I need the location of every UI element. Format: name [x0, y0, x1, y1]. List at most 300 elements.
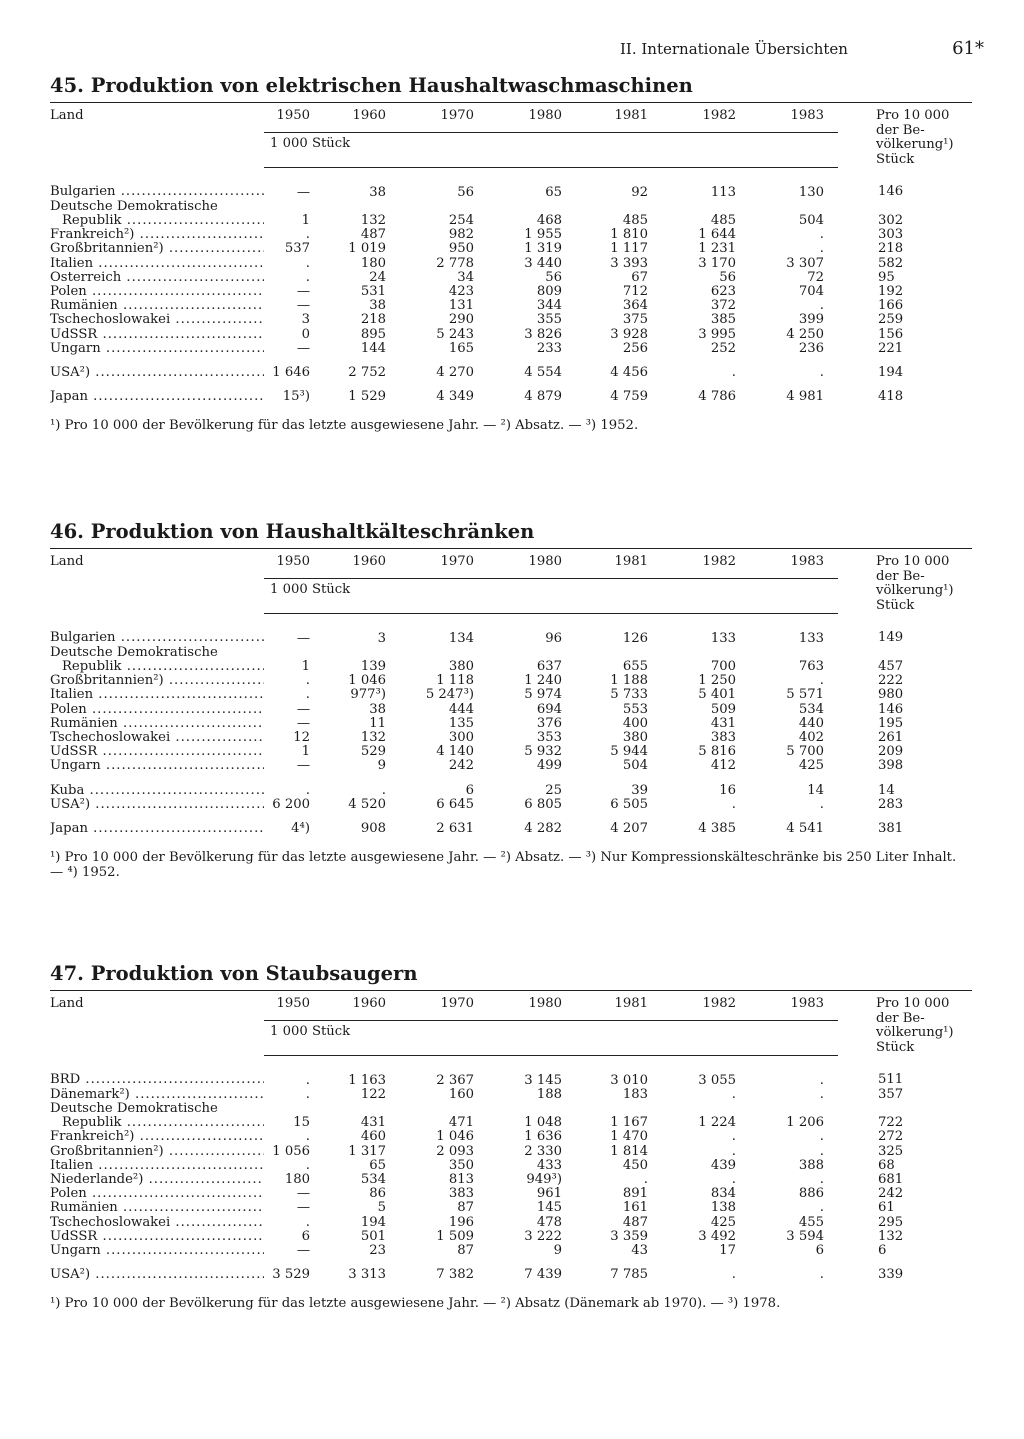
- value-cell: 126: [622, 630, 648, 646]
- value-cell: 1 188: [610, 673, 648, 689]
- value-cell: 344: [536, 298, 562, 314]
- value-cell: 138: [710, 1200, 736, 1216]
- value-cell: 9: [377, 758, 386, 774]
- value-cell: 431: [710, 715, 736, 731]
- value-cell: 135: [448, 715, 474, 731]
- value-cell: [400, 200, 488, 214]
- country-cell: [50, 731, 264, 745]
- data-table: [50, 102, 972, 404]
- column-header-land: Land: [50, 549, 264, 614]
- table-row: [50, 1116, 972, 1130]
- value-cell: —: [296, 1200, 310, 1216]
- value-cell: 38: [369, 701, 386, 717]
- country-cell: [50, 798, 264, 812]
- country-cell: [50, 1187, 264, 1201]
- value-cell: 6 200: [272, 796, 310, 812]
- table-row: [50, 380, 972, 404]
- value-cell: 722: [878, 1115, 904, 1131]
- value-cell: 1 810: [610, 227, 648, 243]
- per-capita-label-line: Pro 10 000: [876, 554, 950, 569]
- value-cell: 6: [301, 1228, 310, 1244]
- country-cell: [50, 342, 264, 356]
- value-cell: 15: [293, 1115, 310, 1131]
- country-name: Rumänien: [50, 1201, 118, 1216]
- country-cell: [50, 1173, 264, 1187]
- table-row: [50, 167, 972, 200]
- value-cell: 2 778: [436, 255, 474, 271]
- country-cell: [50, 1102, 264, 1116]
- value-cell: [316, 646, 400, 660]
- value-cell: [838, 200, 972, 214]
- column-header-year: 1960: [316, 103, 400, 133]
- country-cell: [50, 1159, 264, 1173]
- value-cell: 582: [878, 255, 904, 271]
- value-cell: .: [305, 227, 310, 243]
- value-cell: 4 270: [436, 364, 474, 380]
- value-cell: 300: [448, 729, 474, 745]
- value-cell: 3 826: [524, 326, 562, 342]
- value-cell: 3 359: [610, 1228, 648, 1244]
- value-cell: 14: [878, 782, 895, 798]
- value-cell: 439: [710, 1157, 736, 1173]
- per-capita-label-line: der Be-: [876, 568, 925, 584]
- column-header-year: 1982: [662, 103, 750, 133]
- country-cell: [50, 1130, 264, 1144]
- country-name: Ungarn: [50, 341, 101, 356]
- value-cell: 146: [878, 184, 904, 200]
- value-cell: 24: [369, 269, 386, 285]
- value-cell: —: [296, 701, 310, 717]
- value-cell: 3: [301, 312, 310, 328]
- value-cell: 133: [710, 630, 736, 646]
- value-cell: 450: [622, 1157, 648, 1173]
- value-cell: 12: [293, 729, 310, 745]
- value-cell: 5 247³): [425, 687, 474, 703]
- value-cell: 834: [710, 1186, 736, 1202]
- country-cell: [50, 717, 264, 731]
- value-cell: 14: [807, 782, 824, 798]
- value-cell: 3 145: [524, 1072, 562, 1088]
- value-cell: 4⁴): [291, 820, 310, 836]
- value-cell: 357: [878, 1086, 904, 1102]
- value-cell: 3 307: [786, 255, 824, 271]
- country-name: Ungarn: [50, 1243, 101, 1258]
- value-cell: 339: [878, 1267, 904, 1283]
- value-cell: 4 520: [348, 796, 386, 812]
- value-cell: .: [305, 269, 310, 285]
- country-cell: [50, 688, 264, 702]
- value-cell: 5 571: [786, 687, 824, 703]
- value-cell: 2 093: [436, 1143, 474, 1159]
- country-name: USA²): [50, 797, 91, 812]
- table-row: [50, 731, 972, 745]
- value-cell: 132: [878, 1228, 904, 1244]
- value-cell: 1: [301, 658, 310, 674]
- value-cell: 96: [545, 630, 562, 646]
- per-capita-label-line: Stück: [876, 1039, 915, 1055]
- value-cell: 11: [369, 715, 386, 731]
- value-cell: 553: [622, 701, 648, 717]
- column-header-year: 1983: [750, 549, 838, 579]
- table-title: 45. Produktion von elektrischen Haushaltwaschmaschinen: [50, 74, 693, 97]
- value-cell: —: [296, 630, 310, 646]
- value-cell: .: [305, 1157, 310, 1173]
- value-cell: 132: [360, 729, 386, 745]
- value-cell: 3 928: [610, 326, 648, 342]
- value-cell: 457: [878, 658, 904, 674]
- table-row: [50, 356, 972, 380]
- table-row: [50, 812, 972, 836]
- value-cell: 233: [536, 340, 562, 356]
- country-name: Deutsche Demokratische: [50, 199, 218, 214]
- value-cell: 886: [798, 1186, 824, 1202]
- value-cell: 283: [878, 796, 904, 812]
- table-row: [50, 342, 972, 356]
- value-cell: 6 505: [610, 796, 648, 812]
- country-cell: [50, 703, 264, 717]
- value-cell: .: [305, 1086, 310, 1102]
- value-cell: .: [819, 227, 824, 243]
- column-header-per-capita: [838, 991, 972, 1056]
- value-cell: 68: [878, 1157, 895, 1173]
- value-cell: [264, 200, 316, 214]
- table-row: [50, 674, 972, 688]
- value-cell: .: [731, 796, 736, 812]
- country-cell: [50, 167, 264, 200]
- value-cell: 499: [536, 758, 562, 774]
- value-cell: 350: [448, 1157, 474, 1173]
- value-cell: [576, 1102, 662, 1116]
- value-cell: 7 439: [524, 1267, 562, 1283]
- value-cell: 1 529: [348, 389, 386, 405]
- table-row: [50, 1230, 972, 1244]
- value-cell: 302: [878, 212, 904, 228]
- value-cell: 67: [631, 269, 648, 285]
- value-cell: 134: [448, 630, 474, 646]
- country-cell: [50, 1145, 264, 1159]
- value-cell: 166: [878, 298, 904, 314]
- value-cell: 5 944: [610, 744, 648, 760]
- country-cell: [50, 1116, 264, 1130]
- value-cell: 131: [448, 298, 474, 314]
- value-cell: .: [819, 298, 824, 314]
- value-cell: 87: [457, 1200, 474, 1216]
- country-name: Österreich: [50, 270, 122, 285]
- value-cell: 531: [360, 283, 386, 299]
- value-cell: [662, 200, 750, 214]
- column-header-land: Land: [50, 991, 264, 1056]
- value-cell: .: [819, 1171, 824, 1187]
- column-header-year: 1950: [264, 103, 316, 133]
- value-cell: .: [305, 673, 310, 689]
- value-cell: 977³): [350, 687, 386, 703]
- value-cell: 4 981: [786, 389, 824, 405]
- column-header-year: 1950: [264, 991, 316, 1021]
- table-block: [50, 74, 972, 433]
- table-row: [50, 1187, 972, 1201]
- value-cell: —: [296, 184, 310, 200]
- country-cell: [50, 200, 264, 214]
- value-cell: 56: [457, 184, 474, 200]
- value-cell: 1 046: [348, 673, 386, 689]
- column-header-year: 1980: [488, 103, 576, 133]
- column-header-year: 1960: [316, 549, 400, 579]
- country-cell: [50, 674, 264, 688]
- table-row: [50, 242, 972, 256]
- value-cell: 218: [360, 312, 386, 328]
- value-cell: .: [731, 1129, 736, 1145]
- value-cell: 65: [369, 1157, 386, 1173]
- country-name: Italien: [50, 688, 94, 703]
- value-cell: 303: [878, 227, 904, 243]
- value-cell: 194: [878, 364, 904, 380]
- value-cell: .: [643, 1171, 648, 1187]
- value-cell: 1 470: [610, 1129, 648, 1145]
- value-cell: 895: [360, 326, 386, 342]
- country-cell: [50, 242, 264, 256]
- country-cell: [50, 313, 264, 327]
- value-cell: 949³): [526, 1171, 562, 1187]
- value-cell: [662, 1102, 750, 1116]
- value-cell: 637: [536, 658, 562, 674]
- table-row: [50, 257, 972, 271]
- value-cell: 6: [878, 1242, 887, 1258]
- value-cell: 487: [622, 1214, 648, 1230]
- value-cell: 6 645: [436, 796, 474, 812]
- value-cell: 242: [448, 758, 474, 774]
- value-cell: 5: [377, 1200, 386, 1216]
- value-cell: 1 224: [698, 1115, 736, 1131]
- value-cell: 3 440: [524, 255, 562, 271]
- value-cell: 1 117: [610, 241, 648, 257]
- country-cell: [50, 1230, 264, 1244]
- value-cell: 9: [553, 1242, 562, 1258]
- value-cell: 3 529: [272, 1267, 310, 1283]
- value-cell: 295: [878, 1214, 904, 1230]
- table-row: [50, 688, 972, 702]
- country-name: Polen: [50, 1187, 87, 1202]
- value-cell: .: [305, 1214, 310, 1230]
- value-cell: 236: [798, 340, 824, 356]
- value-cell: 534: [798, 701, 824, 717]
- table-row: [50, 798, 972, 812]
- value-cell: 180: [284, 1171, 310, 1187]
- value-cell: 372: [710, 298, 736, 314]
- table-row: [50, 1159, 972, 1173]
- column-header-year: 1970: [400, 991, 488, 1021]
- value-cell: 1 118: [436, 673, 474, 689]
- value-cell: 383: [448, 1186, 474, 1202]
- value-cell: .: [819, 796, 824, 812]
- value-cell: 3: [377, 630, 386, 646]
- value-cell: 485: [710, 212, 736, 228]
- value-cell: 4 554: [524, 364, 562, 380]
- value-cell: 259: [878, 312, 904, 328]
- country-name: UdSSR: [50, 745, 98, 760]
- value-cell: 5 932: [524, 744, 562, 760]
- value-cell: 38: [369, 184, 386, 200]
- value-cell: 113: [710, 184, 736, 200]
- country-name: Polen: [50, 284, 87, 299]
- country-cell: [50, 745, 264, 759]
- column-header-year: 1980: [488, 991, 576, 1021]
- column-header-year: 1982: [662, 549, 750, 579]
- value-cell: 908: [360, 820, 386, 836]
- value-cell: 1 955: [524, 227, 562, 243]
- units-label: 1 000 Stück: [264, 578, 838, 604]
- value-cell: 1 317: [348, 1143, 386, 1159]
- value-cell: .: [731, 1171, 736, 1187]
- value-cell: 4 282: [524, 820, 562, 836]
- column-header-year: 1950: [264, 549, 316, 579]
- table-row: [50, 1088, 972, 1102]
- value-cell: 272: [878, 1129, 904, 1145]
- value-cell: 460: [360, 1129, 386, 1145]
- value-cell: 529: [360, 744, 386, 760]
- value-cell: 1 509: [436, 1228, 474, 1244]
- value-cell: .: [731, 1143, 736, 1159]
- value-cell: [264, 646, 316, 660]
- table-row: [50, 1216, 972, 1230]
- value-cell: 809: [536, 283, 562, 299]
- value-cell: [750, 646, 838, 660]
- per-capita-label-line: völkerung¹): [876, 583, 954, 598]
- section-title: II. Internationale Übersichten: [620, 40, 848, 58]
- value-cell: 156: [878, 326, 904, 342]
- value-cell: 504: [798, 212, 824, 228]
- value-cell: 133: [798, 630, 824, 646]
- value-cell: 261: [878, 729, 904, 745]
- table-title: 46. Produktion von Haushaltkälteschränken: [50, 520, 535, 543]
- value-cell: 95: [878, 269, 895, 285]
- value-cell: 25: [545, 782, 562, 798]
- value-cell: [576, 200, 662, 214]
- value-cell: 712: [622, 283, 648, 299]
- per-capita-label-line: Stück: [876, 151, 915, 167]
- table-row: [50, 1201, 972, 1215]
- table-row: [50, 717, 972, 731]
- country-cell: [50, 271, 264, 285]
- country-name: UdSSR: [50, 1229, 98, 1244]
- value-cell: 38: [369, 298, 386, 314]
- value-cell: 144: [360, 340, 386, 356]
- value-cell: 7 382: [436, 1267, 474, 1283]
- value-cell: 6 805: [524, 796, 562, 812]
- country-name: Polen: [50, 702, 87, 717]
- country-name: Bulgarien: [50, 630, 116, 646]
- table-row: [50, 1130, 972, 1144]
- value-cell: —: [296, 715, 310, 731]
- value-cell: 402: [798, 729, 824, 745]
- table-row: [50, 271, 972, 285]
- value-cell: 65: [545, 184, 562, 200]
- value-cell: 763: [798, 658, 824, 674]
- value-cell: 478: [536, 1214, 562, 1230]
- per-capita-label-line: völkerung¹): [876, 1025, 954, 1040]
- country-name: Rumänien: [50, 716, 118, 731]
- country-name: Kuba: [50, 782, 85, 798]
- value-cell: [488, 646, 576, 660]
- table-row: [50, 1102, 972, 1116]
- table-row: [50, 1258, 972, 1282]
- value-cell: .: [381, 782, 386, 798]
- value-cell: 388: [798, 1157, 824, 1173]
- column-header-year: 1981: [576, 991, 662, 1021]
- value-cell: 6: [465, 782, 474, 798]
- value-cell: 412: [710, 758, 736, 774]
- country-name: Großbritannien²): [50, 1144, 164, 1159]
- country-name: Bulgarien: [50, 184, 116, 200]
- value-cell: 5 816: [698, 744, 736, 760]
- country-cell: [50, 1216, 264, 1230]
- value-cell: 471: [448, 1115, 474, 1131]
- value-cell: 209: [878, 744, 904, 760]
- country-name: Italien: [50, 1158, 94, 1173]
- value-cell: 3 594: [786, 1228, 824, 1244]
- table-block: [50, 520, 972, 880]
- value-cell: 4 349: [436, 389, 474, 405]
- value-cell: 509: [710, 701, 736, 717]
- value-cell: 290: [448, 312, 474, 328]
- value-cell: 444: [448, 701, 474, 717]
- value-cell: 4 250: [786, 326, 824, 342]
- value-cell: 161: [622, 1200, 648, 1216]
- value-cell: .: [305, 255, 310, 271]
- value-cell: [400, 646, 488, 660]
- table-row: [50, 1055, 972, 1088]
- country-cell: [50, 1055, 264, 1088]
- value-cell: 160: [448, 1086, 474, 1102]
- country-name: USA²): [50, 1267, 91, 1283]
- value-cell: 1 636: [524, 1129, 562, 1145]
- value-cell: 5 401: [698, 687, 736, 703]
- value-cell: 1 319: [524, 241, 562, 257]
- value-cell: 511: [878, 1072, 904, 1088]
- per-capita-label-line: der Be-: [876, 1010, 925, 1026]
- country-cell: [50, 1201, 264, 1215]
- value-cell: .: [731, 364, 736, 380]
- column-header-year: 1983: [750, 103, 838, 133]
- value-cell: .: [819, 1086, 824, 1102]
- per-capita-label-line: Pro 10 000: [876, 108, 950, 123]
- value-cell: 222: [878, 673, 904, 689]
- table-block: [50, 962, 972, 1311]
- value-cell: 252: [710, 340, 736, 356]
- value-cell: 6: [815, 1242, 824, 1258]
- value-cell: [750, 1102, 838, 1116]
- country-name: UdSSR: [50, 327, 98, 342]
- value-cell: 1: [301, 744, 310, 760]
- value-cell: 1 163: [348, 1072, 386, 1088]
- value-cell: [838, 1102, 972, 1116]
- per-capita-label-line: Pro 10 000: [876, 996, 950, 1011]
- table-row: [50, 313, 972, 327]
- value-cell: 256: [622, 340, 648, 356]
- value-cell: 501: [360, 1228, 386, 1244]
- value-cell: 139: [360, 658, 386, 674]
- value-cell: 655: [622, 658, 648, 674]
- value-cell: 400: [622, 715, 648, 731]
- country-name: Deutsche Demokratische: [50, 1101, 218, 1116]
- value-cell: 194: [360, 1214, 386, 1230]
- page-header: [620, 38, 984, 62]
- value-cell: 1 048: [524, 1115, 562, 1131]
- value-cell: 5 243: [436, 326, 474, 342]
- value-cell: 468: [536, 212, 562, 228]
- value-cell: 149: [878, 630, 904, 646]
- value-cell: 891: [622, 1186, 648, 1202]
- value-cell: .: [819, 1267, 824, 1283]
